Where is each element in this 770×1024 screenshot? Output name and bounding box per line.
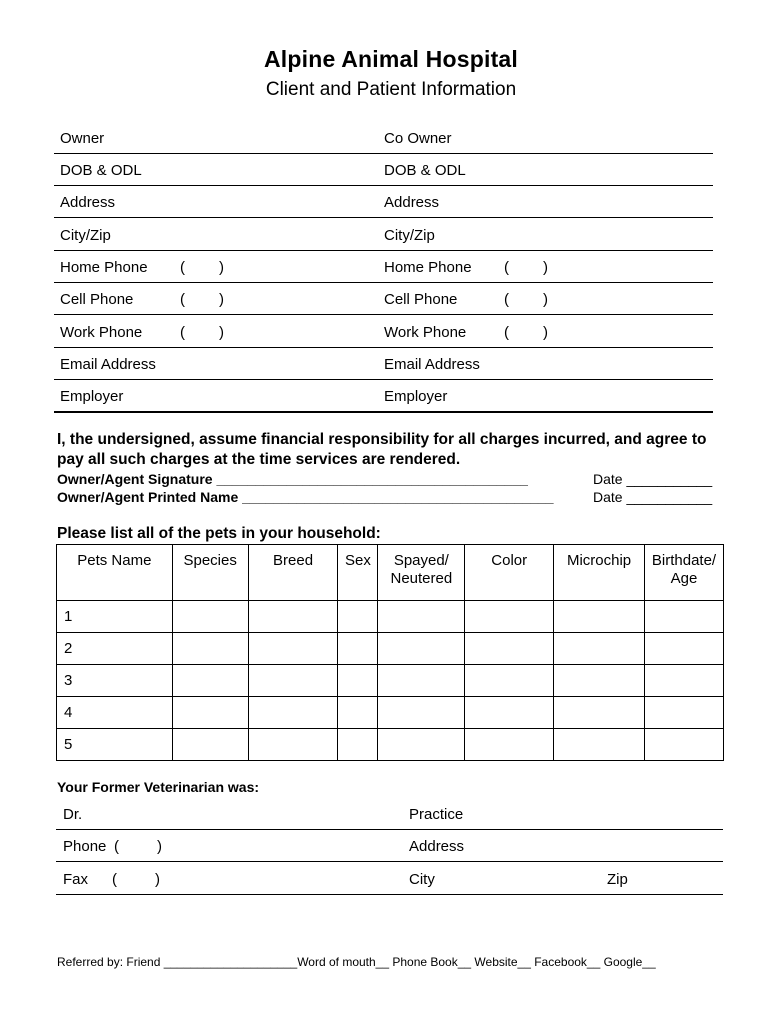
table-cell[interactable] <box>554 697 645 729</box>
area-code-open: ( <box>504 259 509 276</box>
co-owner-address-label: Address <box>384 194 440 211</box>
table-cell[interactable] <box>465 729 554 761</box>
owner-home-phone-label: Home Phone <box>60 259 148 276</box>
table-cell[interactable] <box>248 601 338 633</box>
area-code-close: ) <box>157 838 162 855</box>
table-cell[interactable] <box>645 633 724 665</box>
area-code-close: ) <box>219 259 224 276</box>
table-cell[interactable] <box>248 729 338 761</box>
table-cell[interactable] <box>338 633 378 665</box>
vet-fax-row[interactable] <box>56 862 723 895</box>
owner-label: Owner <box>60 130 105 147</box>
table-cell[interactable] <box>465 697 554 729</box>
table-cell[interactable] <box>645 665 724 697</box>
table-cell[interactable] <box>554 633 645 665</box>
area-code-open: ( <box>180 259 185 276</box>
column-header: Spayed/ Neutered <box>378 545 465 601</box>
table-cell[interactable] <box>338 729 378 761</box>
table-cell[interactable] <box>378 697 465 729</box>
co-owner-email-label: Email Address <box>384 356 480 373</box>
vet-dr-label: Dr. <box>63 806 83 823</box>
area-code-open: ( <box>504 291 509 308</box>
row-number[interactable]: 4 <box>57 697 173 729</box>
form-subtitle: Client and Patient Information <box>265 79 517 100</box>
table-cell[interactable] <box>172 665 248 697</box>
printed-name-date[interactable]: Date ___________ <box>593 489 713 505</box>
referred-by-line[interactable]: Referred by: Friend ____________________Word of mouth__ Phone Book__ Website__ Facebook__ Google__ <box>57 955 656 969</box>
former-vet-heading: Your Former Veterinarian was: <box>57 779 260 795</box>
table-cell[interactable] <box>645 697 724 729</box>
vet-fax-label: Fax <box>63 871 89 888</box>
table-cell[interactable] <box>554 729 645 761</box>
co-owner-work-phone-label: Work Phone <box>384 324 467 341</box>
table-cell[interactable] <box>248 697 338 729</box>
column-header: Birthdate/ Age <box>645 545 724 601</box>
table-cell[interactable] <box>172 729 248 761</box>
area-code-open: ( <box>112 871 117 888</box>
table-cell[interactable] <box>338 697 378 729</box>
printed-name-line[interactable]: Owner/Agent Printed Name ________________________________________ <box>57 489 554 505</box>
table-cell[interactable] <box>645 601 724 633</box>
vet-address-label: Address <box>409 838 465 855</box>
row-number[interactable]: 1 <box>57 601 173 633</box>
column-header: Sex <box>338 545 378 601</box>
area-code-close: ) <box>219 291 224 308</box>
area-code-close: ) <box>219 324 224 341</box>
table-cell[interactable] <box>465 665 554 697</box>
row-number[interactable]: 3 <box>57 665 173 697</box>
email-row[interactable] <box>54 347 713 380</box>
table-cell[interactable] <box>465 633 554 665</box>
table-cell[interactable] <box>172 601 248 633</box>
co-owner-city-zip-label: City/Zip <box>384 227 435 244</box>
co-owner-home-phone-label: Home Phone <box>384 259 472 276</box>
vet-city-label: City <box>409 871 435 888</box>
table-cell[interactable] <box>378 601 465 633</box>
table-row <box>57 665 724 697</box>
work-phone-row[interactable] <box>54 315 713 348</box>
table-cell[interactable] <box>378 665 465 697</box>
co-owner-dob-label: DOB & ODL <box>384 162 466 179</box>
pets-header-row <box>57 545 724 601</box>
table-cell[interactable] <box>554 665 645 697</box>
table-row <box>57 633 724 665</box>
row-number[interactable]: 2 <box>57 633 173 665</box>
pets-table <box>56 544 724 761</box>
column-header: Microchip <box>554 545 645 601</box>
area-code-open: ( <box>180 324 185 341</box>
employer-row[interactable] <box>54 379 713 413</box>
table-cell[interactable] <box>172 697 248 729</box>
table-cell[interactable] <box>465 601 554 633</box>
table-row <box>57 697 724 729</box>
table-row <box>57 601 724 633</box>
address-row[interactable] <box>54 185 713 218</box>
column-header: Pets Name <box>57 545 173 601</box>
co-owner-label: Co Owner <box>384 130 452 147</box>
table-cell[interactable] <box>378 729 465 761</box>
area-code-open: ( <box>504 324 509 341</box>
financial-responsibility-statement: I, the undersigned, assume financial responsibility for all charges incurred, and agree to pay all such charges at the time services are rendered. <box>57 431 707 468</box>
area-code-open: ( <box>180 291 185 308</box>
cell-phone-row[interactable] <box>54 282 713 315</box>
vet-phone-row[interactable] <box>56 829 723 862</box>
dob-odl-row[interactable] <box>54 153 713 186</box>
area-code-close: ) <box>543 324 548 341</box>
table-cell[interactable] <box>248 665 338 697</box>
vet-zip-label: Zip <box>607 871 628 888</box>
column-header: Breed <box>248 545 338 601</box>
owner-row[interactable] <box>54 121 713 154</box>
owner-work-phone-label: Work Phone <box>60 324 143 341</box>
table-cell[interactable] <box>645 729 724 761</box>
owner-employer-label: Employer <box>60 388 124 405</box>
owner-city-zip-label: City/Zip <box>60 227 111 244</box>
owner-email-label: Email Address <box>60 356 156 373</box>
area-code-close: ) <box>543 291 548 308</box>
table-cell[interactable] <box>172 633 248 665</box>
city-zip-row[interactable] <box>54 218 713 251</box>
owner-cell-phone-label: Cell Phone <box>60 291 134 308</box>
table-cell[interactable] <box>338 601 378 633</box>
column-header: Species <box>172 545 248 601</box>
home-phone-row[interactable] <box>54 250 713 283</box>
table-cell[interactable] <box>378 633 465 665</box>
owner-dob-label: DOB & ODL <box>60 162 142 179</box>
area-code-open: ( <box>114 838 119 855</box>
vet-practice-label: Practice <box>409 806 464 823</box>
area-code-close: ) <box>543 259 548 276</box>
table-cell[interactable] <box>338 665 378 697</box>
row-number[interactable]: 5 <box>57 729 173 761</box>
co-owner-cell-phone-label: Cell Phone <box>384 291 458 308</box>
area-code-close: ) <box>155 871 160 888</box>
co-owner-employer-label: Employer <box>384 388 448 405</box>
signature-line[interactable]: Owner/Agent Signature ________________________________________ <box>57 471 528 487</box>
owner-address-label: Address <box>60 194 116 211</box>
table-cell[interactable] <box>248 633 338 665</box>
vet-phone-label: Phone <box>63 838 107 855</box>
column-header: Color <box>465 545 554 601</box>
signature-date[interactable]: Date ___________ <box>593 471 713 487</box>
table-row <box>57 729 724 761</box>
table-cell[interactable] <box>554 601 645 633</box>
vet-dr-row[interactable] <box>56 797 723 830</box>
hospital-title: Alpine Animal Hospital <box>263 46 519 72</box>
pets-heading: Please list all of the pets in your household: <box>57 525 381 542</box>
